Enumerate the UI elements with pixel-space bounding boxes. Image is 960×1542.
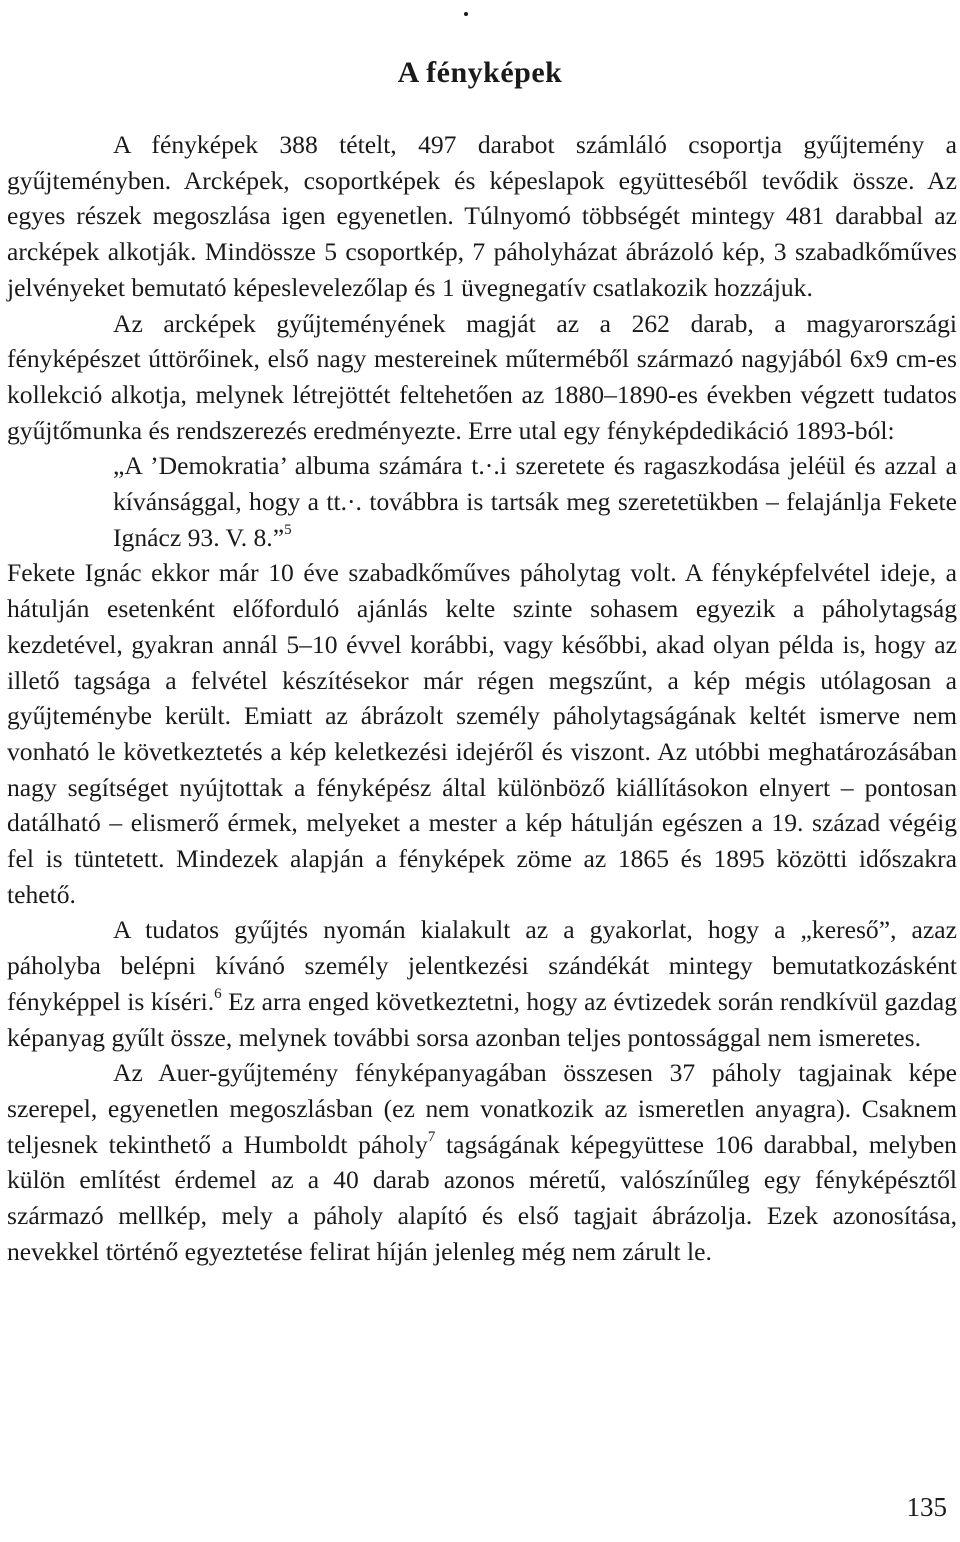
quote-text: „A ’Demokratia’ albuma számára t.·.i szeretete és ragaszkodása jeléül és azzal a kívánsággal, hogy a tt.·. továbbra is tartsák meg szeretetükben – felajánlja Fekete Ignácz 93. V. 8.” <box>113 451 957 552</box>
body-text <box>7 127 957 1270</box>
footnote-marker-7: 7 <box>427 1128 436 1145</box>
page-title: A fényképek <box>397 56 563 89</box>
paragraph-3: Fekete Ignác ekkor már 10 éve szabadkőműves páholytag volt. A fényképfelvétel ideje, a hátulján esetenként előforduló ajánlás kelte szinte sohasem egyezik a páholytagság kezdetével, gyakran annál 5–10 évvel korábbi, vagy későbbi, akad olyan példa is, hogy az illető tagsága a felvétel készítésekor már régen megszűnt, a kép mégis utólagosan a gyűjteménybe került. Emiatt az ábrázolt személy páholytagságának keltét ismerve nem vonható le következtetés a kép keletkezési idejéről és viszont. Az utóbbi meghatározásában nagy segítséget nyújtottak a fényképész által különböző kiállításokon elnyert – pontosan datálható – elismerő érmek, melyeket a mester a kép hátulján egészen a 19. század végéig fel is tüntetett. Mindezek alapján a fényképek zöme az 1865 és 1895 közötti időszakra tehető. <box>7 558 957 909</box>
paragraph-5-part-2: tagságának képegyüttese 106 darabbal, melyben külön említést érdemel az a 40 darab azonos méretű, valószínűleg egy fényképésztől származó mellkép, mely a páholy alapító és első tagjait ábrázolja. Ezek azonosítása, nevekkel történő egyeztetése felirat híján jelenleg még nem zárult le. <box>7 1129 957 1266</box>
paragraph-5-part-1: Az Auer-gyűjtemény fényképanyagában összesen 37 páholy tagjainak képe szerepel, egyenetlen megoszlásban (ez nem vonatkozik az ismeretlen anyagra). Csaknem teljesnek tekinthető a Humboldt páholy <box>7 1058 957 1159</box>
paragraph-4 <box>7 912 957 1055</box>
scan-speck <box>464 12 468 16</box>
paragraph-1: A fényképek 388 tételt, 497 darabot számláló csoportja gyűjtemény a gyűjteményben. Arcképek, csoportképek és képeslapok együtteséből tevődik össze. Az egyes részek megoszlása igen egyenetlen. Túlnyomó többségét mintegy 481 darabbal az arcképek alkotják. Mindössze 5 csoportkép, 7 páholyházat ábrázoló kép, 3 szabadkőműves jelvényeket bemutató képeslevelezőlap és 1 üvegnegatív csatlakozik hozzájuk. <box>7 130 957 302</box>
page-number: 135 <box>906 1492 947 1522</box>
paragraph-2: Az arcképek gyűjteményének magját az a 262 darab, a magyarországi fényképészet úttörőinek, első nagy mestereinek műterméből származó nagyjából 6x9 cm-es kollekció alkotja, melynek létrejöttét feltehetően az 1880–1890-es években végzett tudatos gyűjtőmunka és rendszerezés eredményezte. Erre utal egy fényképdedikáció 1893-ból: <box>7 308 957 445</box>
paragraph-4-part-1: A tudatos gyűjtés nyomán kialakult az a gyakorlat, hogy a „kereső”, azaz páholyba belépni kívánó személy jelentkezési szándékát mintegy bemutatkozásként fényképpel is kíséri. <box>7 915 957 1016</box>
footnote-marker-6: 6 <box>214 985 222 1002</box>
paragraph-4-part-2: Ez arra enged következtetni, hogy az évtizedek során rendkívül gazdag képanyag gyűlt össze, melynek további sorsa azonban teljes pontossággal nem ismeretes. <box>7 986 957 1052</box>
dedication-quote <box>7 448 957 555</box>
paragraph-5 <box>7 1055 957 1269</box>
footnote-marker-5: 5 <box>284 521 292 538</box>
